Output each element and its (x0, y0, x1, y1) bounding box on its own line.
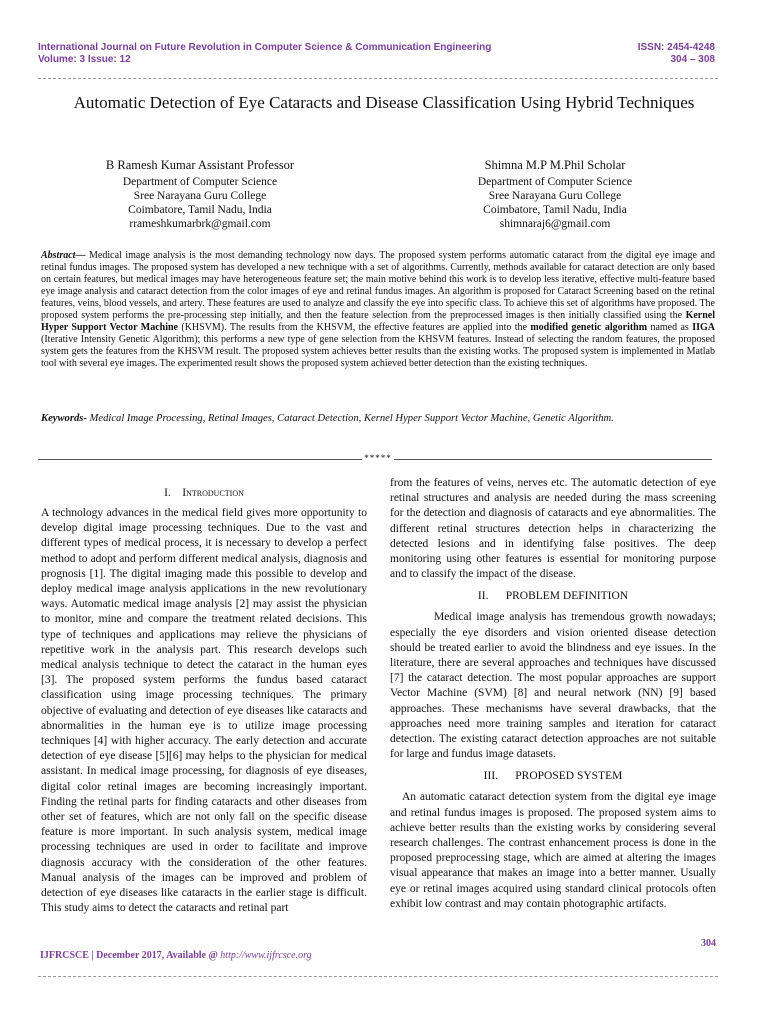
journal-name: International Journal on Future Revolution in Computer Science & Communication Engineering (38, 42, 492, 53)
section-heading-proposed: III. PROPOSED SYSTEM (483, 770, 623, 783)
abstract-text: Medical image analysis is the most demanding technology now days. The proposed system performs automatic cataract from the digital eye image and retinal fundus images. The proposed system has developed a new technique with a set of algorithms. Currently, methods available for cataract detection are only based on certain features, but medical images may have heterogeneous feature set; the main motive behind this work is to develop less iterative, effective multi-feature based eye image analysis and cataract detection from the color images of eye and retinal fundus images. An algorithm is proposed for Cataract Screening based on the retinal features, veins, blood vessels, and artery. These features are used to analyze and classify the eye into specific class. To achieve this set of algorithms have proposed. The proposed system performs the pre-processing step initially, and then the feature selection from the preprocessed images is then initially classified using the (41, 250, 715, 321)
author-email[interactable]: shimnaraj6@gmail.com (499, 218, 611, 230)
abstract-text: named as (647, 322, 693, 333)
page-number: 304 (701, 938, 716, 949)
separator-line (394, 459, 712, 460)
section-title: Introduction (182, 487, 244, 499)
abstract-text: (Iterative Intensity Genetic Algorithm); this performs a new type of gene selection from the KHSVM features. Instead of selecting the random features, the proposed system gets the features from the KHSVM result. The proposed system achieves better results than the existing works. The proposed system is implemented in Matlab tool with several eye images. The experimented result shows the proposed system achieved better detection than the existing techniques. (41, 334, 715, 369)
section-heading-problem: II. PROBLEM DEFINITION (477, 590, 629, 603)
column-right (390, 476, 716, 912)
intro-paragraph: A technology advances in the medical field gives more opportunity to develop digital image processing techniques. Due to the vast and different types of medical process, it is necessary to develop a perfect method to adopt and perform different medical analysis, diagnosis and prognosis [1]. The digital imaging made this possible to develop and deploy medical image analysis applications in the new revolutionary ways. Automatic medical image analysis [2] may assist the physician to monitor, mine and compare the treatment related decisions. This type of techniques and applications may relieve the physicians of repetitive work in the analysis part. This research develops such medical analysis technique to detect the cataract in the human eyes [3]. The proposed system performs the fundus based cataract classification using image processing techniques. The primary objective of evaluating and detection of eye diseases like cataracts and abnormalities in the human eye is to utilize image processing techniques [4] with higher accuracy. The early detection and accurate detection of eye disease [5][6] may helps to the physician for medical assistant. In medical image processing, for diagnosis of eye diseases, digital color retinal images are becoming increasingly important. Finding the retinal parts for finding cataracts and other diseases from other set of features, which are not only fall on the specific disease feature is more important. In such analysis system, medical image processing techniques are used in order to facilitate and improve diagnosis accuracy with the consideration of the other features. Manual analysis of the images can be improved and problem of detection of eye diseases like cataracts in the earlier stage is difficult. This study aims to detect the cataracts and retinal part (41, 507, 367, 915)
keywords-text: Medical Image Processing, Retinal Images, Cataract Detection, Kernel Hyper Support Vector Machine, Genetic Algorithm. (86, 413, 614, 424)
abstract-label: Abstract— (41, 250, 86, 261)
abstract (41, 250, 715, 370)
problem-paragraph: Medical image analysis has tremendous growth nowadays; especially the eye disorders and vision oriented disease detection should be treated earlier to avoid the blindness and eye issues. In the literature, there are several approaches and techniques have discussed [7] the cataract detection. The most popular approaches are support Vector Machine (SVM) [8] and neural network (NN) [9] based approaches. These mechanisms have several drawbacks, that the approaches need more training samples and iteration for cataract detection. The existing cataract detection approaches are not suitable for large and fundus image datasets. (390, 611, 716, 761)
separator-stars: ***** (364, 453, 392, 463)
keywords (41, 412, 715, 425)
footer-rule (38, 976, 718, 977)
paper-title: Automatic Detection of Eye Cataracts and Disease Classification Using Hybrid Techniques (73, 93, 695, 112)
abstract-bold-iiga: IIGA (692, 322, 715, 333)
proposed-paragraph: An automatic cataract detection system from the digital eye image and retinal fundus images is proposed. The proposed system aims to achieve better results than the existing works by considering several research challenges. The contrast enhancement process is done in the proposed preprocessing stage, which are aimed at altering the images visual appearance that makes an image into a better manner. Usually eye or retinal images acquired using standard clinical protocols often exhibit low contrast and may contain photographic artifacts. (390, 791, 716, 910)
column-left (41, 486, 367, 916)
section-number: I. (164, 487, 171, 499)
abstract-text: (KHSVM). The results from the KHSVM, the effective features are applied into the (177, 322, 531, 333)
author-email[interactable]: rrameshkumarbrk@gmail.com (129, 218, 271, 230)
journal-pages: 304 – 308 (670, 54, 715, 65)
section-separator (38, 452, 712, 464)
keywords-label: Keywords- (41, 413, 87, 424)
journal-issn: ISSN: 2454-4248 (637, 42, 715, 53)
author-college: Sree Narayana Guru College (133, 190, 267, 202)
author-dept: Department of Computer Science (122, 176, 278, 188)
abstract-bold-genetic: modified genetic algorithm (530, 322, 648, 333)
header-rule (38, 78, 718, 79)
abstract-bold-khsvm: Kernel Hyper Support Vector Machine (41, 310, 715, 333)
author-city: Coimbatore, Tamil Nadu, India (483, 204, 627, 216)
footer-label: IJFRCSCE | December 2017, Available @ (40, 950, 221, 961)
author-block-2 (445, 158, 665, 231)
footer-url[interactable]: http://www.ijfrcsce.org (220, 950, 312, 961)
journal-volume: Volume: 3 Issue: 12 (38, 54, 131, 65)
author-name: Shimna M.P M.Phil Scholar (484, 158, 626, 172)
separator-line (38, 459, 362, 460)
section-heading-introduction (41, 486, 367, 501)
author-name: B Ramesh Kumar Assistant Professor (105, 158, 295, 172)
author-dept: Department of Computer Science (477, 176, 633, 188)
author-block-1 (90, 158, 310, 231)
author-city: Coimbatore, Tamil Nadu, India (128, 204, 272, 216)
footer-text (40, 950, 312, 961)
author-college: Sree Narayana Guru College (488, 190, 622, 202)
intro-paragraph-continued: from the features of veins, nerves etc. The automatic detection of eye retinal structures and analysis are needed during the mass screening for the detection and diagnosis of cataracts and eye abnormalities. The different retinal structures detection helps in characterizing the detected lesions and in identifying false positives. The deep monitoring using other features is essential for monitoring purpose and to classify the impact of the disease. (390, 477, 716, 581)
